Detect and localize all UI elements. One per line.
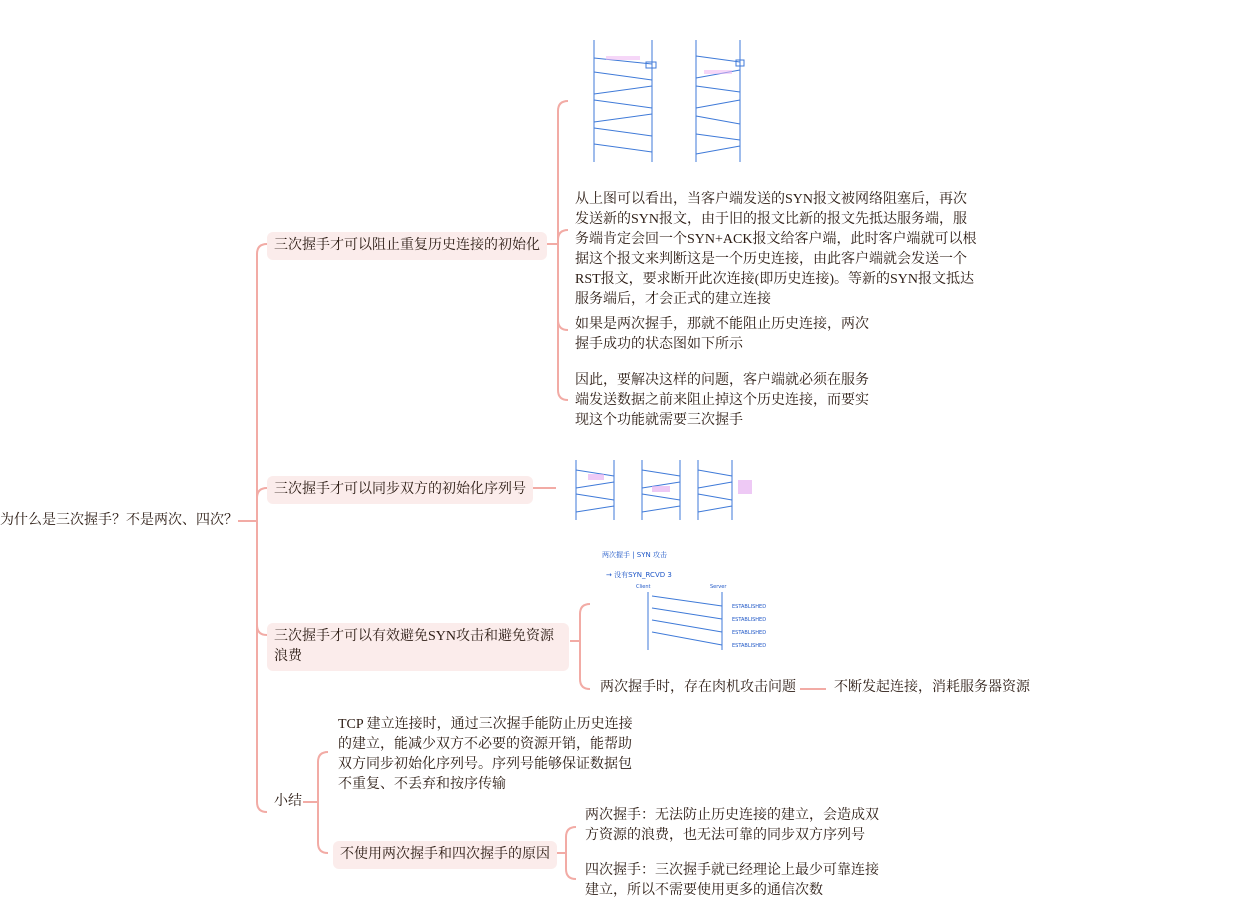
grandchild-consume-resources[interactable]: 不断发起连接，消耗服务器资源 bbox=[834, 680, 1030, 695]
svg-text:Client: Client bbox=[636, 584, 651, 590]
reason-four-way: 四次握手：三次握手就已经理论上最少可靠连接建立，所以不需要使用更多的通信次数 bbox=[585, 863, 879, 898]
note-history-connection-explanation: 从上图可以看出，当客户端发送的SYN报文被网络阻塞后，再次发送新的SYN报文，由于旧的报文比新的报文先抵达服务端，服务端肯定会回一个SYN+ACK报文给客户端，此时客户端就可以根据这个报文来判断这是一个历史连接，由此客户端就会发送一个RST报文，要求断开此次连接(即历史连接)。等新的SYN报文抵达服务端后，才会正式的建立连接 bbox=[575, 192, 977, 307]
reason-two-way: 两次握手：无法防止历史连接的建立，会造成双方资源的浪费，也无法可靠的同步双方序列号 bbox=[585, 808, 879, 843]
branch-avoid-syn-attack[interactable]: 三次握手才可以有效避免SYN攻击和避免资源浪费 bbox=[267, 623, 569, 671]
svg-text:ESTABLISHED: ESTABLISHED bbox=[732, 604, 767, 610]
root-topic[interactable]: 为什么是三次握手？不是两次、四次？ bbox=[0, 513, 238, 528]
two-way-handshake-syn-attack-sketch bbox=[592, 546, 792, 656]
branch-summary[interactable]: 小结 bbox=[274, 794, 302, 809]
note-two-way-handshake-diagram: 如果是两次握手，那就不能阻止历史连接，两次握手成功的状态图如下所示 bbox=[575, 317, 869, 352]
note-need-three-way-handshake: 因此，要解决这样的问题，客户端就必须在服务端发送数据之前来阻止掉这个历史连接，而要实现这个功能就需要三次握手 bbox=[575, 373, 869, 428]
svg-text:ESTABLISHED: ESTABLISHED bbox=[732, 643, 767, 649]
svg-text:Server: Server bbox=[710, 584, 727, 590]
reason-not-two-or-four[interactable]: 不使用两次握手和四次握手的原因 bbox=[333, 841, 557, 869]
branch-prevent-history-connection[interactable]: 三次握手才可以阻止重复历史连接的初始化 bbox=[267, 232, 547, 260]
branch-sync-sequence-numbers[interactable]: 三次握手才可以同步双方的初始化序列号 bbox=[267, 476, 533, 504]
svg-text:→ 没有SYN_RCVD 3: → 没有SYN_RCVD 3 bbox=[606, 571, 672, 579]
svg-text:ESTABLISHED: ESTABLISHED bbox=[732, 617, 767, 623]
three-way-handshake-history-connection-sketch bbox=[572, 28, 782, 170]
svg-text:ESTABLISHED: ESTABLISHED bbox=[732, 630, 767, 636]
svg-text:两次握手 | SYN 攻击: 两次握手 | SYN 攻击 bbox=[602, 551, 667, 559]
summary-text: TCP 建立连接时，通过三次握手能防止历史连接的建立，能减少双方不必要的资源开销，能帮助双方同步初始化序列号。序列号能够保证数据包不重复、不丢弃和按序传输 bbox=[338, 717, 633, 792]
sequence-number-sync-sketch bbox=[558, 446, 758, 530]
child-zombie-attack[interactable]: 两次握手时，存在肉机攻击问题 bbox=[600, 680, 796, 695]
